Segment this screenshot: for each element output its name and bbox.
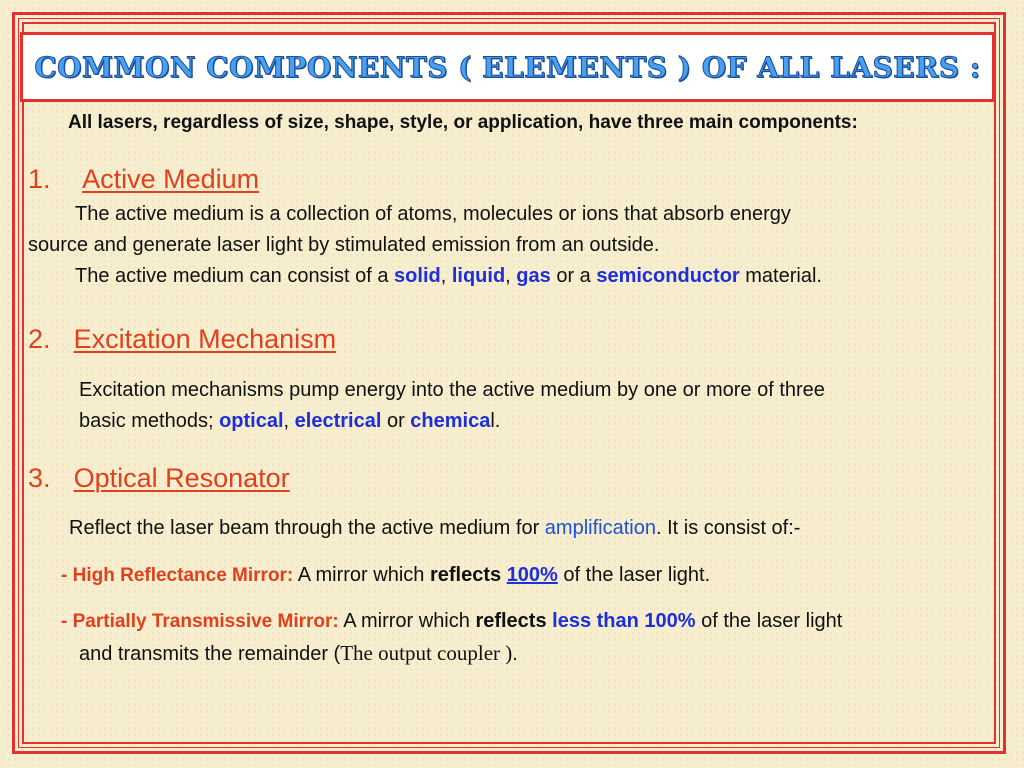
term-semiconductor: semiconductor	[596, 265, 740, 287]
section-1-number: 1.	[28, 164, 51, 194]
section-1-line-1: The active medium is a collection of atoms, molecules or ions that absorb energy	[75, 203, 791, 225]
title-banner	[20, 32, 995, 102]
text-span: ,	[283, 410, 295, 432]
mirror-2-label: - Partially Transmissive Mirror:	[61, 611, 339, 632]
text-span: . It is consist of:-	[655, 517, 801, 539]
section-1-line-3	[75, 265, 822, 288]
term-amplification: amplification	[544, 517, 656, 539]
slide-title: COMMON COMPONENTS ( ELEMENTS ) OF ALL LASERS :	[34, 50, 981, 84]
section-3-title: Optical Resonator	[73, 463, 290, 493]
section-3-heading	[28, 463, 290, 494]
text-span: .	[512, 643, 518, 665]
mirror-2-percent: less than 100%	[552, 610, 696, 632]
text-span: of the laser light	[695, 610, 843, 632]
section-2-line-2	[79, 410, 500, 433]
text-span: and transmits the remainder (	[79, 643, 341, 665]
mirror-2-line-2	[79, 641, 518, 666]
section-1-heading	[28, 164, 259, 195]
text-span: material.	[739, 265, 822, 287]
mirror-1-percent: 100%	[506, 564, 558, 586]
mirror-2-line-1	[61, 610, 842, 633]
output-coupler-note: The output coupler )	[340, 641, 513, 665]
section-1-title: Active Medium	[82, 164, 260, 194]
mirror-1-label: - High Reflectance Mirror:	[61, 565, 294, 586]
text-span: ,	[505, 265, 517, 287]
mirror-2-reflects: reflects	[475, 610, 547, 632]
text-span: basic methods;	[79, 410, 220, 432]
term-electrical: electrical	[294, 410, 382, 432]
text-span: or	[381, 410, 411, 432]
text-span: or a	[550, 265, 597, 287]
text-span: The active medium can consist of a	[75, 265, 395, 287]
term-liquid: liquid	[451, 265, 506, 287]
text-span: A mirror which	[293, 564, 430, 586]
section-2-title: Excitation Mechanism	[73, 324, 337, 354]
text-span: ,	[440, 265, 452, 287]
text-span: A mirror which	[338, 610, 476, 632]
term-solid: solid	[394, 265, 441, 287]
text-span: l.	[490, 410, 501, 432]
section-3-line-1	[69, 517, 800, 540]
section-2-line-1: Excitation mechanisms pump energy into the active medium by one or more of three	[79, 379, 825, 401]
section-2-number: 2.	[28, 324, 51, 354]
section-1-line-2: source and generate laser light by stimulated emission from an outside.	[28, 234, 660, 256]
section-3-number: 3.	[28, 463, 51, 493]
term-gas: gas	[516, 265, 551, 287]
mirror-1-line	[61, 564, 710, 587]
text-span: of the laser light.	[557, 564, 711, 586]
intro-text: All lasers, regardless of size, shape, style, or application, have three main components:	[68, 112, 858, 133]
term-chemical: chemica	[410, 410, 491, 432]
text-span: Reflect the laser beam through the active medium for	[69, 517, 545, 539]
term-optical: optical	[219, 410, 284, 432]
section-2-heading	[28, 324, 336, 355]
mirror-1-reflects: reflects	[429, 564, 502, 586]
